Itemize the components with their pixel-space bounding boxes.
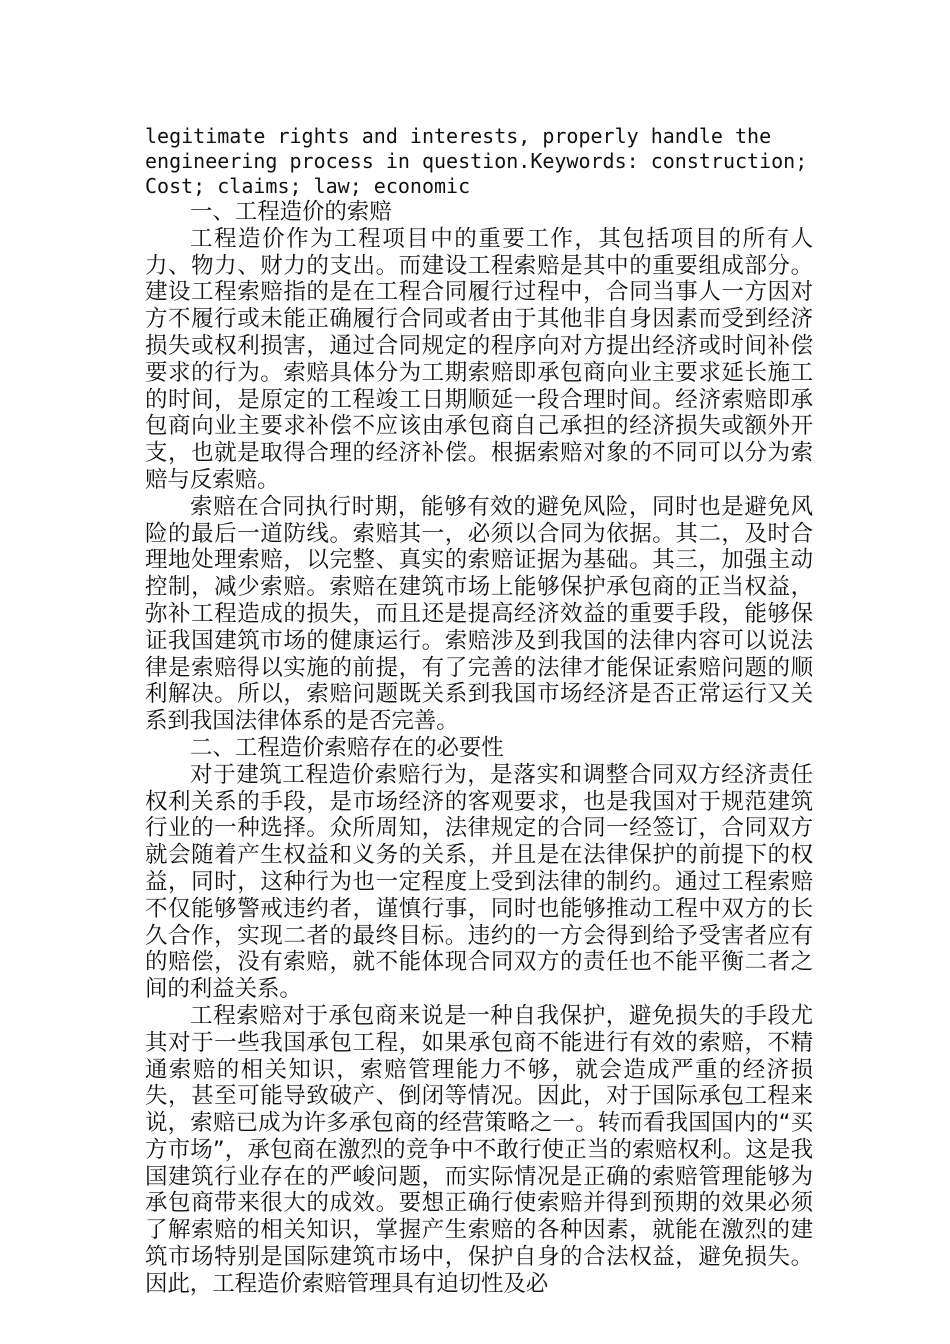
paragraph-2-1: 对于建筑工程造价索赔行为，是落实和调整合同双方经济责任权利关系的手段，是市场经济的客观要求，也是我国对于规范建筑行业的一种选择。众所周知，法律规定的合同一经签订，合同双方就会随着产生权益和义务的关系，并且是在法律保护的前提下的权益，同时，这种行为也一定程度上受到法律的制约。通过工程索赔不仅能够警戒违约者，谨慎行事，同时也能够推动工程中双方的长久合作，实现二者的最终目标。违约的一方会得到给予受害者应有的赔偿，没有索赔，就不能体现合同双方的责任也不能平衡二者之间的利益关系。 — [145, 761, 813, 1003]
paragraph-1-1: 工程造价作为工程项目中的重要工作，其包括项目的所有人力、物力、财力的支出。而建设工程索赔是其中的重要组成部分。建设工程索赔指的是在工程合同履行过程中，合同当事人一方因对方不履行或未能正确履行合同或者由于其他非自身因素而受到经济损失或权利损害，通过合同规定的程序向对方提出经济或时间补偿要求的行为。索赔具体分为工期索赔即承包商向业主要求延长施工的时间，是原定的工程竣工日期顺延一段合理时间。经济索赔即承包商向业主要求补偿不应该由承包商自己承担的经济损失或额外开支，也就是取得合理的经济补偿。根据索赔对象的不同可以分为索赔与反索赔。 — [145, 225, 813, 493]
section-heading-1: 一、工程造价的索赔 — [190, 199, 392, 225]
section-heading-2: 二、工程造价索赔存在的必要性 — [190, 734, 504, 761]
paragraph-2-2: 工程索赔对于承包商来说是一种自我保护，避免损失的手段尤其对于一些我国承包工程，如果承包商不能进行有效的索赔，不精通索赔的相关知识，索赔管理能力不够，就会造成严重的经济损失，甚至可能导致破产、倒闭等情况。因此，对于国际承包工程来说，索赔已成为许多承包商的经营策略之一。转而看我国国内的“买方市场”，承包商在激烈的竞争中不敢行使正当的索赔权利。这是我国建筑行业存在的严峻问题，而实际情况是正确的索赔管理能够为承包商带来很大的成效。要想正确行使索赔并得到预期的效果必须了解索赔的相关知识，掌握产生索赔的各种因素，就能在激烈的建筑市场特别是国际建筑市场中，保护自身的合法权益，避免损失。因此，工程造价索赔管理具有迫切性及必 — [145, 1002, 813, 1297]
abstract-tail: legitimate rights and interests, properly handle the engineering process in question.Keywords: construction; Cost; claims; law; economic — [145, 124, 808, 198]
document-page — [145, 124, 813, 1298]
paragraph-1-2: 索赔在合同执行时期，能够有效的避免风险，同时也是避免风险的最后一道防线。索赔其一，必须以合同为依据。其二，及时合理地处理索赔，以完整、真实的索赔证据为基础。其三，加强主动控制，减少索赔。索赔在建筑市场上能够保护承包商的正当权益，弥补工程造成的损失，而且还是提高经济效益的重要手段，能够保证我国建筑市场的健康运行。索赔涉及到我国的法律内容可以说法律是索赔得以实施的前提，有了完善的法律才能保证索赔问题的顺利解决。所以，索赔问题既关系到我国市场经济是否正常运行又关系到我国法律体系的是否完善。 — [145, 493, 813, 735]
